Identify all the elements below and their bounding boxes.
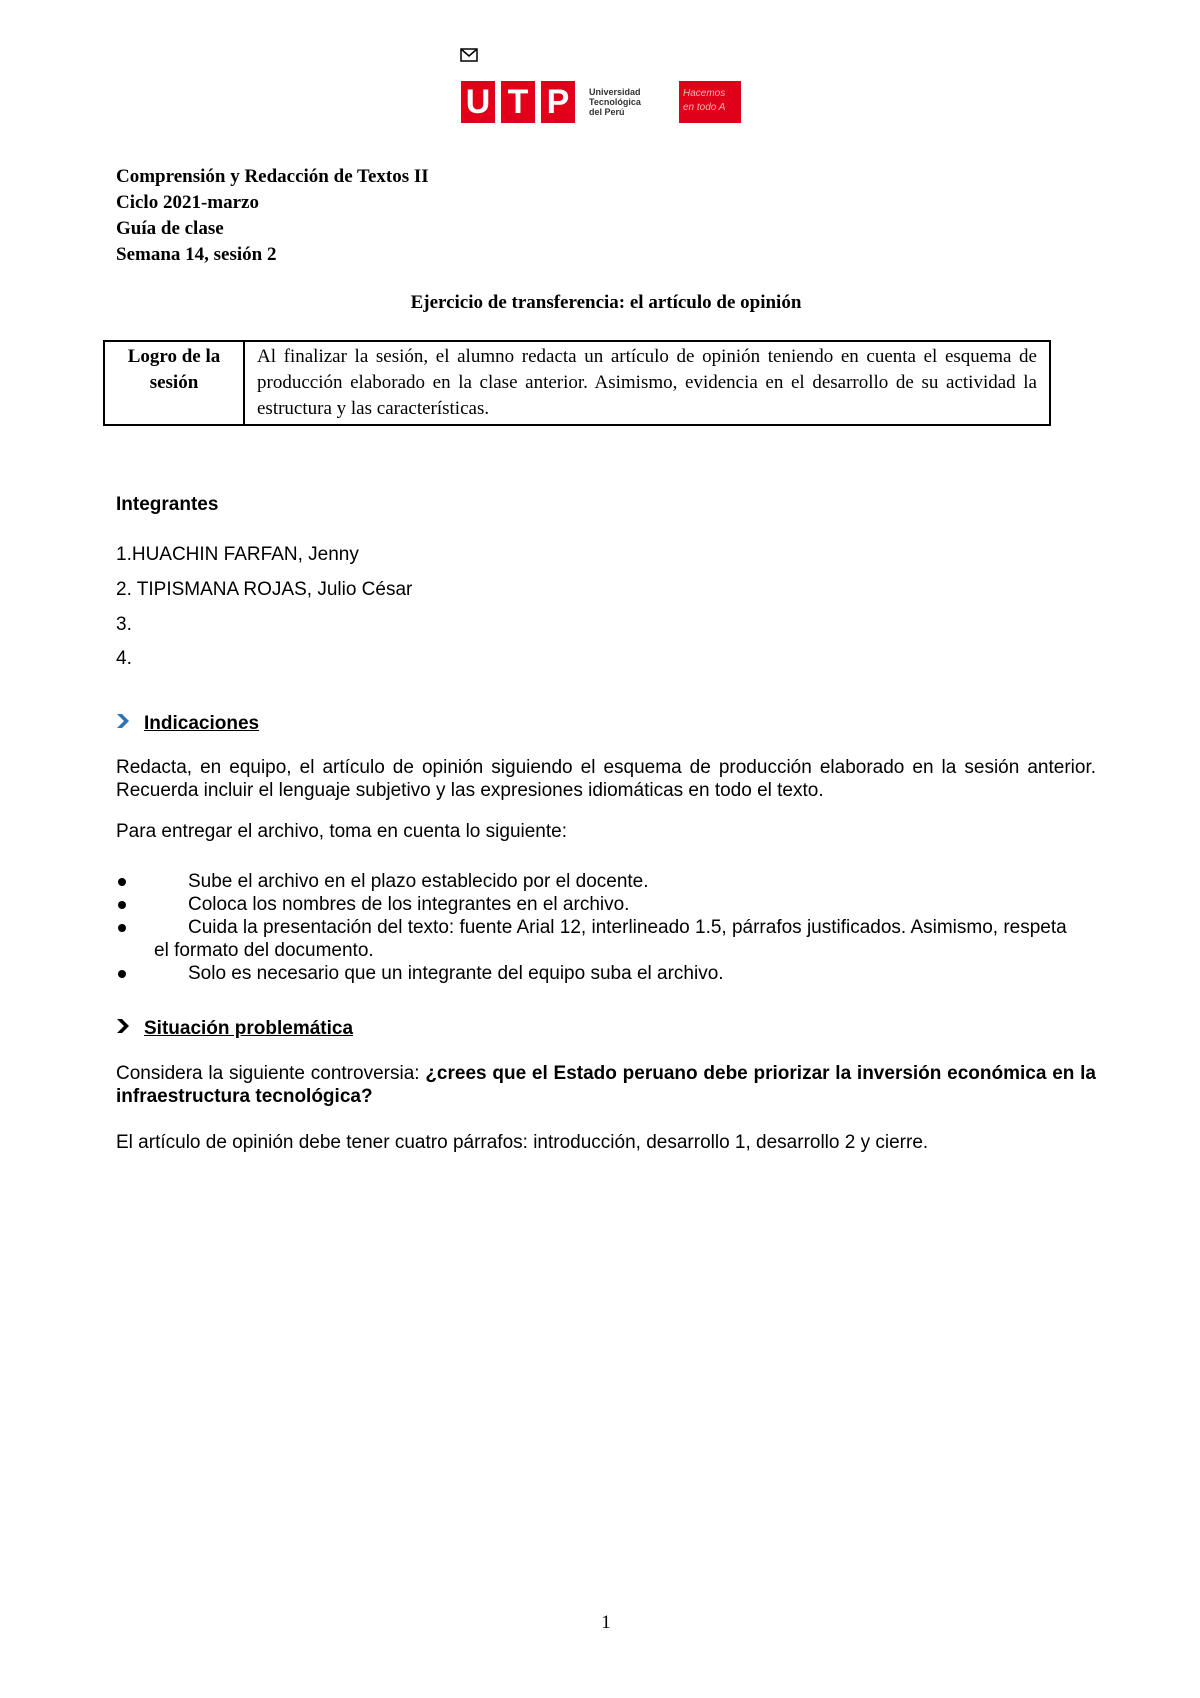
page-title: Ejercicio de transferencia: el artículo de opinión bbox=[410, 292, 802, 313]
list-item: Sube el archivo en el plazo establecido por el docente. bbox=[116, 870, 1076, 893]
situacion-paragraph bbox=[116, 1062, 1096, 1108]
controversy-question: ¿crees que el Estado peruano debe priorizar la inversión económica en la infraestructura tecnológica? bbox=[116, 1063, 1096, 1107]
logo-letter-u: U bbox=[461, 81, 495, 123]
logo-letter-p: P bbox=[541, 81, 575, 123]
situacion-title: Situación problemática bbox=[144, 1018, 354, 1039]
indicaciones-heading bbox=[116, 713, 259, 735]
controversy-lead: Considera la siguiente controversia: bbox=[116, 1063, 426, 1084]
chevron-right-icon bbox=[116, 713, 130, 729]
logo-university-name: Universidad Tecnológica del Perú bbox=[589, 87, 641, 117]
member-1: 1.HUACHIN FARFAN, Jenny bbox=[116, 544, 359, 565]
indicaciones-title: Indicaciones bbox=[144, 713, 260, 734]
logro-table bbox=[103, 340, 1051, 426]
course-name: Comprensión y Redacción de Textos II bbox=[116, 166, 429, 187]
bullet-icon bbox=[118, 924, 126, 932]
list-item: Cuida la presentación del texto: fuente Arial 12, interlineado 1.5, párrafos justificados. Asimismo, respeta el formato del documento. bbox=[116, 916, 1076, 962]
closing-paragraph: El artículo de opinión debe tener cuatro párrafos: introducción, desarrollo 1, desarrollo 2 y cierre. bbox=[116, 1132, 929, 1153]
logo-slogan: Hacemos en todo A bbox=[679, 81, 741, 123]
list-item: Solo es necesario que un integrante del equipo suba el archivo. bbox=[116, 962, 1076, 985]
logo-letter-t: T bbox=[501, 81, 535, 123]
member-2: 2. TIPISMANA ROJAS, Julio César bbox=[116, 579, 413, 600]
envelope-icon bbox=[460, 48, 478, 62]
indicaciones-paragraph: Redacta, en equipo, el artículo de opinión siguiendo el esquema de producción elaborado en la sesión anterior. Recuerda incluir el lenguaje subjetivo y las expresiones idiomáticas en todo el texto. bbox=[116, 757, 1096, 801]
logro-text: Al finalizar la sesión, el alumno redacta un artículo de opinión teniendo en cuenta el esquema de producción elaborado en la clase anterior. Asimismo, evidencia en el desarrollo de su actividad la estructura y las características. bbox=[244, 341, 1050, 425]
indicaciones-intro: Para entregar el archivo, toma en cuenta lo siguiente: bbox=[116, 821, 567, 842]
document-header bbox=[116, 164, 429, 268]
bullet-icon bbox=[118, 878, 126, 886]
chevron-right-icon bbox=[116, 1018, 130, 1034]
bullet-icon bbox=[118, 970, 126, 978]
list-item: Coloca los nombres de los integrantes en el archivo. bbox=[116, 893, 1076, 916]
cycle: Ciclo 2021-marzo bbox=[116, 192, 259, 213]
member-4: 4. bbox=[116, 648, 132, 669]
bullet-icon bbox=[118, 901, 126, 909]
situacion-heading bbox=[116, 1018, 353, 1040]
instructions-list bbox=[116, 870, 1076, 985]
logro-label: Logro de la sesión bbox=[104, 341, 244, 425]
member-3: 3. bbox=[116, 614, 132, 635]
page-number: 1 bbox=[601, 1612, 611, 1633]
guide-label: Guía de clase bbox=[116, 218, 224, 239]
week-session: Semana 14, sesión 2 bbox=[116, 244, 277, 265]
integrantes-title: Integrantes bbox=[116, 494, 219, 515]
